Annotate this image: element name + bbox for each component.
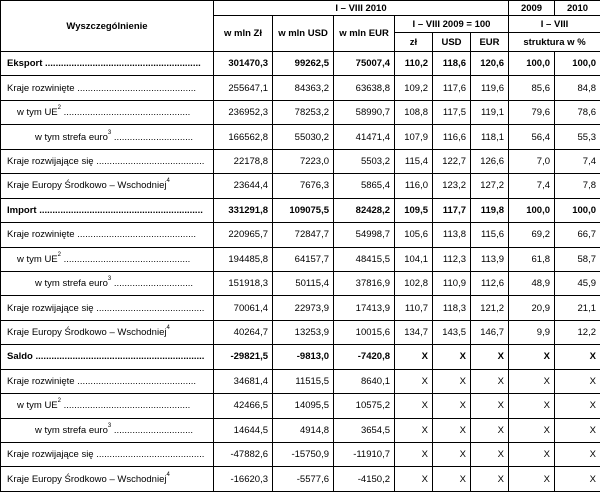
footnote-marker: 3 (108, 276, 111, 282)
value-eur: 10575,2 (334, 394, 395, 418)
header-category: Wyszczególnienie (1, 1, 214, 52)
table-row (1, 418, 600, 442)
value-s2009: 100,0 (509, 198, 555, 222)
value-i-pln: X (395, 443, 433, 467)
row-label-cell (1, 467, 214, 491)
value-s2009: X (509, 443, 555, 467)
value-i-usd: 117,7 (433, 198, 471, 222)
footnote-marker: 4 (166, 325, 169, 331)
value-usd: -5577,6 (273, 467, 334, 491)
value-i-eur: 120,6 (471, 52, 509, 76)
value-pln: 14644,5 (214, 418, 273, 442)
leader-dots: ................................................ (64, 107, 191, 118)
header-col-usd: w mln USD (273, 16, 334, 52)
footnote-marker: 2 (58, 105, 61, 111)
value-eur: 17413,9 (334, 296, 395, 320)
value-i-pln: 110,2 (395, 52, 433, 76)
value-usd: 4914,8 (273, 418, 334, 442)
row-label-cell (1, 100, 214, 124)
leader-dots: .............................................................. (39, 205, 203, 216)
footnote-marker: 4 (166, 178, 169, 184)
value-eur: 54998,7 (334, 223, 395, 247)
value-pln: 331291,8 (214, 198, 273, 222)
value-s2009: 9,9 (509, 320, 555, 344)
value-i-usd: 113,8 (433, 223, 471, 247)
footnote-marker: 2 (58, 398, 61, 404)
leader-dots: ................................................ (64, 400, 191, 411)
row-label-cell (1, 223, 214, 247)
value-i-eur: 118,1 (471, 125, 509, 149)
value-usd: 7223,0 (273, 149, 334, 173)
value-i-usd: 112,3 (433, 247, 471, 271)
value-usd: 11515,5 (273, 369, 334, 393)
row-label-cell (1, 76, 214, 100)
value-s2010: X (555, 394, 600, 418)
value-s2009: 100,0 (509, 52, 555, 76)
value-s2010: X (555, 467, 600, 491)
value-i-eur: 115,6 (471, 223, 509, 247)
row-label: w tym strefa euro (35, 425, 108, 436)
value-i-pln: 108,8 (395, 100, 433, 124)
row-label: Kraje Europy Środkowo – Wschodniej (7, 180, 166, 191)
value-i-pln: X (395, 418, 433, 442)
table-row (1, 52, 600, 76)
value-s2010: X (555, 345, 600, 369)
header-year-2010: 2010 (555, 1, 600, 16)
value-s2010: 66,7 (555, 223, 600, 247)
value-usd: 14095,5 (273, 394, 334, 418)
value-i-eur: X (471, 467, 509, 491)
table-row (1, 100, 600, 124)
value-s2010: 55,3 (555, 125, 600, 149)
value-eur: 58990,7 (334, 100, 395, 124)
value-s2009: 69,2 (509, 223, 555, 247)
value-s2009: 7,0 (509, 149, 555, 173)
value-s2009: X (509, 394, 555, 418)
value-i-eur: X (471, 345, 509, 369)
value-pln: 151918,3 (214, 271, 273, 295)
value-s2010: 100,0 (555, 198, 600, 222)
value-s2009: X (509, 467, 555, 491)
value-eur: -4150,2 (334, 467, 395, 491)
value-i-pln: X (395, 467, 433, 491)
table-row (1, 198, 600, 222)
value-i-usd: 116,6 (433, 125, 471, 149)
value-i-pln: 110,7 (395, 296, 433, 320)
value-pln: 70061,4 (214, 296, 273, 320)
value-pln: 236952,3 (214, 100, 273, 124)
value-usd: 99262,5 (273, 52, 334, 76)
table-row (1, 271, 600, 295)
value-pln: 220965,7 (214, 223, 273, 247)
value-i-eur: 119,8 (471, 198, 509, 222)
table-row (1, 247, 600, 271)
value-eur: 48415,5 (334, 247, 395, 271)
value-eur: 82428,2 (334, 198, 395, 222)
value-pln: 166562,8 (214, 125, 273, 149)
value-i-pln: 109,5 (395, 198, 433, 222)
value-i-pln: X (395, 394, 433, 418)
leader-dots: ............................................. (77, 83, 196, 94)
leader-dots: .............................. (114, 425, 193, 436)
value-s2009: 56,4 (509, 125, 555, 149)
row-label: Kraje Europy Środkowo – Wschodniej (7, 327, 166, 338)
value-i-usd: X (433, 394, 471, 418)
row-label-cell (1, 198, 214, 222)
leader-dots: ......................................... (96, 303, 204, 314)
value-i-usd: 143,5 (433, 320, 471, 344)
value-usd: 55030,2 (273, 125, 334, 149)
row-label-cell (1, 271, 214, 295)
footnote-marker: 3 (108, 423, 111, 429)
row-label: w tym UE (17, 107, 58, 118)
value-s2010: X (555, 418, 600, 442)
row-label: Import (7, 205, 37, 216)
value-i-pln: 102,8 (395, 271, 433, 295)
value-s2009: X (509, 418, 555, 442)
row-label: w tym UE (17, 400, 58, 411)
leader-dots: ........................................................... (45, 58, 201, 69)
value-s2010: 58,7 (555, 247, 600, 271)
value-s2009: 48,9 (509, 271, 555, 295)
value-eur: 5503,2 (334, 149, 395, 173)
value-s2009: 85,6 (509, 76, 555, 100)
value-i-pln: 105,6 (395, 223, 433, 247)
row-label: Kraje rozwinięte (7, 376, 75, 387)
value-s2009: 79,6 (509, 100, 555, 124)
table-row (1, 76, 600, 100)
value-i-usd: X (433, 418, 471, 442)
value-s2010: 84,8 (555, 76, 600, 100)
value-usd: 84363,2 (273, 76, 334, 100)
footnote-marker: 2 (58, 252, 61, 258)
header-col-pln: w mln Zł (214, 16, 273, 52)
value-s2010: X (555, 369, 600, 393)
leader-dots: .............................. (114, 132, 193, 143)
value-pln: 255647,1 (214, 76, 273, 100)
value-pln: -16620,3 (214, 467, 273, 491)
value-i-pln: 134,7 (395, 320, 433, 344)
value-i-eur: X (471, 418, 509, 442)
header-period-2010: I – VIII 2010 (214, 1, 509, 16)
table-row (1, 369, 600, 393)
value-i-usd: X (433, 369, 471, 393)
row-label-cell (1, 125, 214, 149)
value-usd: 109075,5 (273, 198, 334, 222)
value-s2009: 61,8 (509, 247, 555, 271)
row-label-cell (1, 52, 214, 76)
value-usd: 50115,4 (273, 271, 334, 295)
value-i-pln: 107,9 (395, 125, 433, 149)
row-label: Kraje Europy Środkowo – Wschodniej (7, 474, 166, 485)
value-s2010: 21,1 (555, 296, 600, 320)
table-row (1, 223, 600, 247)
value-i-pln: X (395, 369, 433, 393)
table-row (1, 467, 600, 491)
value-usd: 64157,7 (273, 247, 334, 271)
table-row (1, 296, 600, 320)
header-structure: struktura w % (509, 33, 600, 52)
leader-dots: ......................................... (96, 156, 204, 167)
value-eur: 5865,4 (334, 174, 395, 198)
row-label-cell (1, 418, 214, 442)
footnote-marker: 3 (108, 130, 111, 136)
row-label: w tym UE (17, 254, 58, 265)
value-usd: 7676,3 (273, 174, 334, 198)
header-year-2009: 2009 (509, 1, 555, 16)
value-pln: 34681,4 (214, 369, 273, 393)
row-label-cell (1, 345, 214, 369)
value-eur: 37816,9 (334, 271, 395, 295)
value-i-eur: X (471, 369, 509, 393)
value-i-usd: 117,5 (433, 100, 471, 124)
value-s2010: 12,2 (555, 320, 600, 344)
header-index: I – VIII 2009 = 100 (395, 16, 509, 33)
value-i-pln: 116,0 (395, 174, 433, 198)
value-pln: 301470,3 (214, 52, 273, 76)
row-label: Eksport (7, 58, 42, 69)
value-s2010: 78,6 (555, 100, 600, 124)
row-label-cell (1, 394, 214, 418)
value-i-pln: 109,2 (395, 76, 433, 100)
value-i-usd: X (433, 345, 471, 369)
value-i-pln: 115,4 (395, 149, 433, 173)
table-row (1, 320, 600, 344)
header-idx-eur: EUR (471, 33, 509, 52)
value-s2010: 7,8 (555, 174, 600, 198)
value-s2009: 20,9 (509, 296, 555, 320)
value-i-eur: X (471, 443, 509, 467)
value-pln: 194485,8 (214, 247, 273, 271)
header-period-short: I – VIII (509, 16, 600, 33)
row-label-cell (1, 369, 214, 393)
row-label: w tym strefa euro (35, 278, 108, 289)
value-i-eur: X (471, 394, 509, 418)
value-i-pln: X (395, 345, 433, 369)
value-pln: 40264,7 (214, 320, 273, 344)
table-row (1, 394, 600, 418)
value-eur: 3654,5 (334, 418, 395, 442)
value-s2010: 45,9 (555, 271, 600, 295)
header-idx-usd: USD (433, 33, 471, 52)
value-usd: -9813,0 (273, 345, 334, 369)
value-eur: 75007,4 (334, 52, 395, 76)
value-s2009: 7,4 (509, 174, 555, 198)
value-i-usd: 117,6 (433, 76, 471, 100)
table-row (1, 125, 600, 149)
leader-dots: .............................. (114, 278, 193, 289)
value-usd: -15750,9 (273, 443, 334, 467)
value-pln: 42466,5 (214, 394, 273, 418)
value-pln: -47882,6 (214, 443, 273, 467)
value-usd: 22973,9 (273, 296, 334, 320)
table-row (1, 345, 600, 369)
row-label: w tym strefa euro (35, 132, 108, 143)
value-i-eur: 121,2 (471, 296, 509, 320)
value-i-usd: 118,3 (433, 296, 471, 320)
value-i-eur: 112,6 (471, 271, 509, 295)
footnote-marker: 4 (166, 472, 169, 478)
value-s2009: X (509, 345, 555, 369)
table-row (1, 443, 600, 467)
leader-dots: ............................................. (77, 229, 196, 240)
row-label-cell (1, 149, 214, 173)
value-eur: 63638,8 (334, 76, 395, 100)
value-pln: 22178,8 (214, 149, 273, 173)
header-idx-pln: zł (395, 33, 433, 52)
value-pln: -29821,5 (214, 345, 273, 369)
value-s2010: 7,4 (555, 149, 600, 173)
value-eur: -7420,8 (334, 345, 395, 369)
value-usd: 72847,7 (273, 223, 334, 247)
value-i-usd: 118,6 (433, 52, 471, 76)
row-label-cell (1, 247, 214, 271)
leader-dots: ................................................................ (36, 351, 205, 362)
value-i-usd: X (433, 467, 471, 491)
row-label: Kraje rozwinięte (7, 83, 75, 94)
row-label: Saldo (7, 351, 33, 362)
row-label-cell (1, 174, 214, 198)
value-i-pln: 104,1 (395, 247, 433, 271)
value-i-eur: 126,6 (471, 149, 509, 173)
value-i-usd: 110,9 (433, 271, 471, 295)
value-i-usd: X (433, 443, 471, 467)
leader-dots: ......................................... (96, 449, 204, 460)
value-i-usd: 122,7 (433, 149, 471, 173)
row-label-cell (1, 320, 214, 344)
value-eur: -11910,7 (334, 443, 395, 467)
value-usd: 13253,9 (273, 320, 334, 344)
value-s2010: X (555, 443, 600, 467)
value-usd: 78253,2 (273, 100, 334, 124)
value-s2009: X (509, 369, 555, 393)
value-i-eur: 113,9 (471, 247, 509, 271)
value-i-eur: 127,2 (471, 174, 509, 198)
row-label: Kraje rozwijające się (7, 303, 94, 314)
table-row (1, 174, 600, 198)
row-label: Kraje rozwijające się (7, 449, 94, 460)
value-i-eur: 119,1 (471, 100, 509, 124)
value-s2010: 100,0 (555, 52, 600, 76)
leader-dots: ................................................ (64, 254, 191, 265)
value-i-usd: 123,2 (433, 174, 471, 198)
header-col-eur: w mln EUR (334, 16, 395, 52)
value-i-eur: 146,7 (471, 320, 509, 344)
value-eur: 8640,1 (334, 369, 395, 393)
row-label-cell (1, 296, 214, 320)
value-eur: 41471,4 (334, 125, 395, 149)
row-label: Kraje rozwijające się (7, 156, 94, 167)
value-eur: 10015,6 (334, 320, 395, 344)
row-label: Kraje rozwinięte (7, 229, 75, 240)
value-pln: 23644,4 (214, 174, 273, 198)
value-i-eur: 119,6 (471, 76, 509, 100)
row-label-cell (1, 443, 214, 467)
leader-dots: ............................................. (77, 376, 196, 387)
table-row (1, 149, 600, 173)
